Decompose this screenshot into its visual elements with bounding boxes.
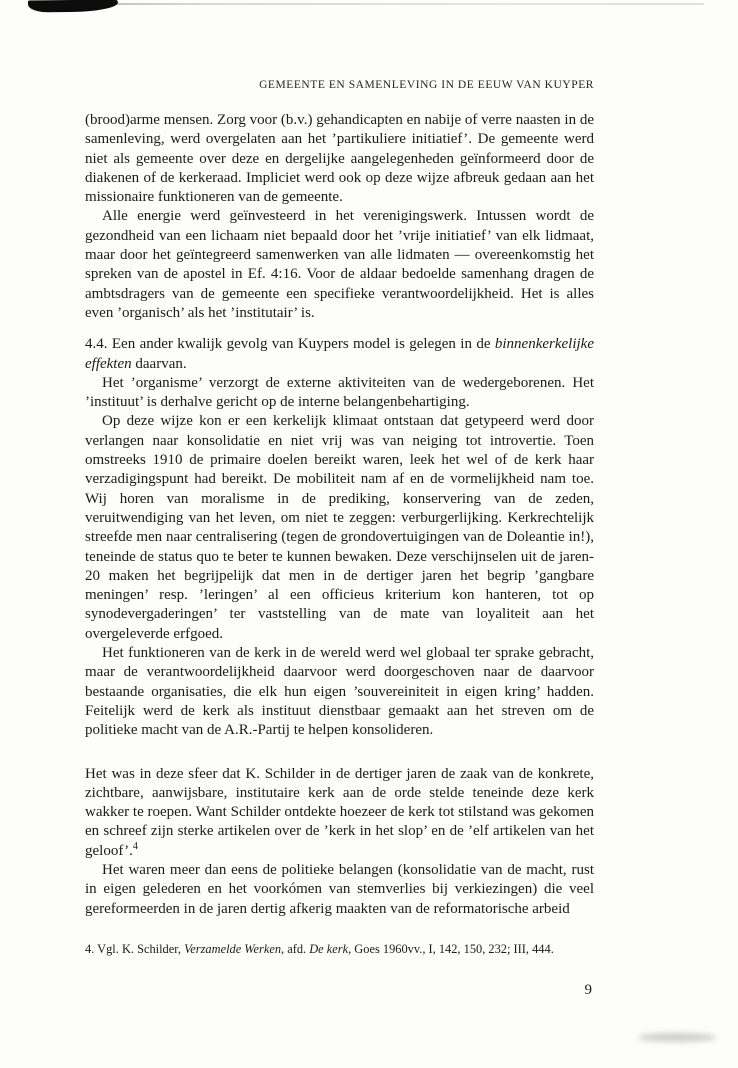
- scan-artifact-smudge: [638, 1033, 716, 1042]
- text-segment: (brood)arme mensen. Zorg voor (b.v.) gehandicapten en nabije of verre naasten in de samenleving, werd overgelaten aan het ’partikuliere initiatief’. De gemeente werd niet als gemeente over deze en dergelijke aangelegenheden geïnformeerd door de diakenen of de kerkeraad. Impliciet werd ook op deze wijze afbreuk gedaan aan het missionaire funktioneren van de gemeente.: [85, 112, 594, 206]
- text-segment: , Goes 1960vv., I, 142, 150, 232; III, 444.: [348, 941, 554, 956]
- body-paragraph: [85, 111, 594, 207]
- running-header: GEMEENTE EN SAMENLEVING IN DE EEUW VAN KUYPER: [259, 79, 594, 91]
- scan-artifact-top-line: [36, 3, 704, 5]
- body-paragraph: [85, 861, 594, 919]
- page-number: 9: [584, 981, 592, 998]
- text-column: [85, 79, 594, 999]
- text-segment: daarvan.: [131, 355, 187, 372]
- text-segment: 4. Vgl. K. Schilder,: [85, 941, 185, 956]
- body-paragraph: [85, 765, 594, 861]
- italic-segment: Verzamelde Werken: [184, 941, 282, 956]
- footnote-reference-marker: 4: [132, 840, 138, 852]
- body-paragraph: [85, 207, 594, 323]
- footnote: [85, 941, 594, 957]
- italic-segment: De kerk: [309, 941, 349, 956]
- text-segment: Het ’organisme’ verzorgt de externe aktiviteiten van de wedergeborenen. Het ’instituut’ is derhalve gericht op de interne belangenbehartiging.: [85, 374, 594, 411]
- text-segment: Het was in deze sfeer dat K. Schilder in de dertiger jaren de zaak van de konkrete, zichtbare, aanwijsbare, institutaire kerk aan de orde stelde teneinde deze kerk wakker te roepen. Want Schilder ontdekte hoezeer de kerk tot stilstand was gekomen en schreef zijn sterke artikelen over de ’kerk in het slop’ en de ’elf artikelen van het geloof’.: [85, 765, 594, 859]
- italic-segment: binnenkerkelijke effekten: [85, 336, 594, 372]
- text-segment: Het waren meer dan eens de politieke belangen (konsolidatie van de macht, rust in eigen gelederen en het voorkómen van stemverlies bij verkiezingen) die veel gereformeerden in de jaren dertig afkerig maakten van de reformatorische arbeid: [85, 861, 594, 917]
- section-4-4-paragraph: [85, 335, 594, 374]
- text-segment: 4.4. Een ander kwalijk gevolg van Kuypers model is gelegen in de: [85, 336, 495, 353]
- text-segment: Op deze wijze kon er een kerkelijk klimaat ontstaan dat getypeerd werd door verlangen naar konsolidatie en niet vrij was van neiging tot introvertie. Toen omstreeks 1910 de primaire doelen bereikt waren, leek het wel of de kerk haar verzadigingspunt had bereikt. De mobiliteit nam af en de vormelijkheid nam toe. Wij horen van moralisme in de prediking, konservering van de zeden, veruitwendiging van het leven, om niet te zeggen: verburgerlijking. Kerkrechtelijk streefde men naar centralisering (tegen de grondovertuigingen van de Doleantie in!), teneinde de status quo te beter te kunnen bewaken. Deze verschijnselen uit de jaren-20 maken het begrijpelijk dat men in de dertiger jaren het begrip ’gangbare meningen’ resp. ’leringen’ al een officieus kriterium kon hanteren, tot op synodevergaderingen’ ter vaststelling van de mate van loyaliteit aan het overgeleverde erfgoed.: [85, 413, 594, 642]
- scan-artifact-ink-blob: [28, 0, 118, 12]
- text-segment: , afd.: [281, 941, 310, 956]
- text-segment: Alle energie werd geïnvesteerd in het verenigingswerk. Intussen wordt de gezondheid van een lichaam niet bepaald door het ’vrije initiatief’ van elk lidmaat, maar door het geïntegreerd samenwerken van alle lidmaten — overeenkomstig het spreken van de apostel in Ef. 4:16. Voor de aldaar bedoelde samenhang dragen de ambtsdragers van de gemeente een specifieke verantwoordelijkheid. Het is alles even ’organisch’ als het ’institutair’ is.: [85, 208, 594, 321]
- body-paragraph: [85, 374, 594, 413]
- body-paragraph: [85, 412, 594, 644]
- body-text: [85, 111, 594, 919]
- body-paragraph: [85, 644, 594, 740]
- text-segment: Het funktioneren van de kerk in de wereld werd wel globaal ter sprake gebracht, maar de verantwoordelijkheid daarvoor werd doorgeschoven naar de daarvoor bestaande organisaties, die elk hun eigen ’souvereiniteit in eigen kring’ hadden. Feitelijk werd de kerk als instituut dienstbaar gemaakt aan het streven om de politieke macht van de A.R.-Partij te helpen konsolideren.: [85, 645, 594, 739]
